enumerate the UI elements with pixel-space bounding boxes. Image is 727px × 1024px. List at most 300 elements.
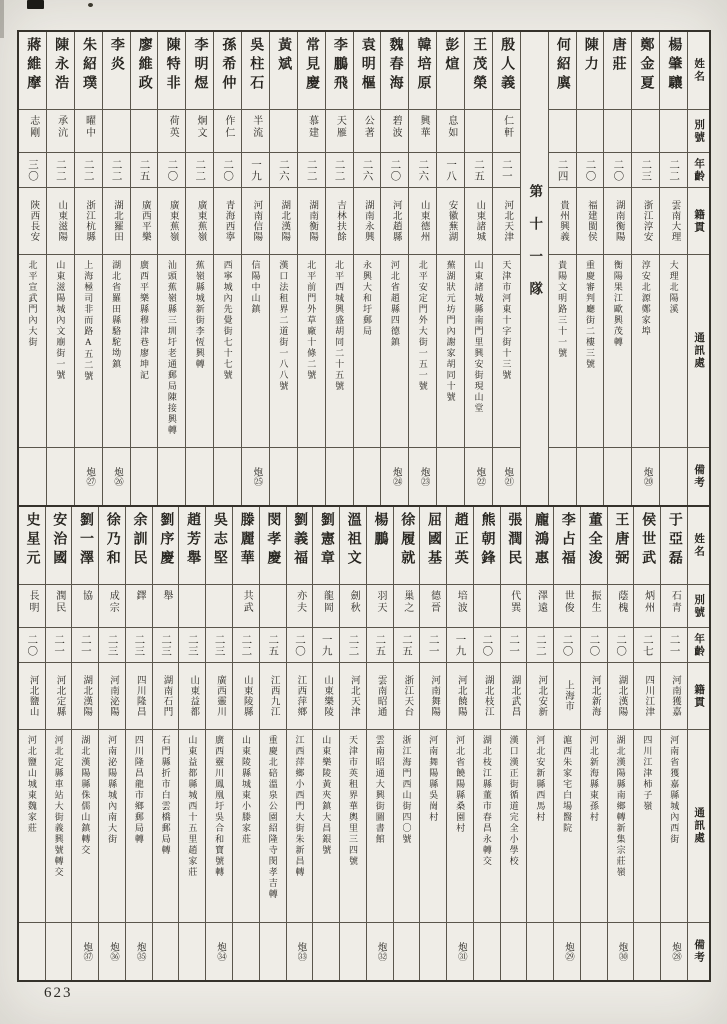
person-native-cell bbox=[206, 662, 232, 729]
person-address: 北平前門外草廠十條二號 bbox=[306, 260, 317, 381]
person-name-cell bbox=[340, 507, 366, 584]
person-address: 天津市英租界華輿里三四號 bbox=[348, 735, 358, 867]
person-alias-cell bbox=[661, 584, 687, 627]
person-age: 二六 bbox=[361, 158, 373, 182]
person-column bbox=[185, 32, 213, 505]
person-name: 董全浚 bbox=[586, 512, 602, 569]
person-name: 于亞磊 bbox=[666, 512, 682, 569]
person-column bbox=[205, 507, 232, 980]
person-native: 山東德州 bbox=[418, 200, 429, 242]
person-age-cell bbox=[99, 627, 125, 662]
person-native: 河南信陽 bbox=[251, 200, 262, 242]
person-age: 二一 bbox=[668, 633, 680, 657]
person-alias-cell bbox=[186, 109, 213, 152]
person-name: 孫希仲 bbox=[220, 37, 236, 94]
person-column bbox=[152, 507, 179, 980]
person-native: 河南泌陽 bbox=[107, 675, 118, 717]
person-remark-cell bbox=[394, 922, 420, 980]
person-age-cell bbox=[179, 627, 205, 662]
person-column bbox=[232, 507, 259, 980]
person-address-cell bbox=[604, 254, 631, 447]
person-native: 河北饒陽 bbox=[455, 675, 466, 717]
person-address-cell bbox=[608, 729, 634, 922]
person-address-cell bbox=[298, 254, 325, 447]
person-name-cell bbox=[367, 507, 393, 584]
person-alias: 蔭槐 bbox=[615, 590, 627, 614]
person-age: 二五 bbox=[473, 158, 484, 182]
person-address: 永興大和圩郵局 bbox=[362, 260, 372, 337]
person-native-cell bbox=[604, 187, 631, 254]
person-age: 二二 bbox=[54, 158, 66, 182]
person-address-cell bbox=[313, 729, 339, 922]
person-name: 楊肇驤 bbox=[666, 37, 682, 94]
person-column bbox=[130, 32, 158, 505]
person-remark-cell bbox=[260, 922, 286, 980]
person-name: 余訓民 bbox=[131, 512, 147, 569]
person-remark-cell bbox=[287, 922, 313, 980]
person-name-cell bbox=[409, 32, 436, 109]
roster-table-lower bbox=[19, 505, 709, 980]
person-alias-cell bbox=[326, 109, 353, 152]
person-remark-cell bbox=[632, 447, 659, 505]
person-name-cell bbox=[72, 507, 98, 584]
person-native: 河南舞陽 bbox=[429, 675, 440, 717]
person-age: 一九 bbox=[454, 633, 466, 657]
person-address: 山東陵縣城東小滕家莊 bbox=[240, 735, 251, 845]
person-age: 二五 bbox=[374, 633, 386, 657]
person-column bbox=[526, 507, 553, 980]
person-age: 二二 bbox=[333, 158, 345, 182]
person-remark: 炮㉞ bbox=[215, 942, 226, 961]
person-name-cell bbox=[326, 32, 353, 109]
roster-frame bbox=[17, 30, 711, 982]
person-remark-cell bbox=[153, 922, 179, 980]
person-alias-cell bbox=[260, 584, 286, 627]
person-alias: 德晉 bbox=[428, 590, 440, 614]
person-address: 湖北漢陽縣侏儒山鎮轉交 bbox=[80, 735, 91, 856]
person-alias: 承沆 bbox=[55, 115, 67, 139]
person-native-cell bbox=[179, 662, 205, 729]
person-name-cell bbox=[604, 32, 631, 109]
person-age-cell bbox=[493, 152, 520, 187]
person-address-cell bbox=[661, 729, 687, 922]
person-age: 二一 bbox=[508, 633, 520, 657]
person-column bbox=[125, 507, 152, 980]
person-alias-cell bbox=[577, 109, 604, 152]
person-alias: 亦夫 bbox=[294, 590, 306, 614]
person-age-cell bbox=[577, 152, 604, 187]
person-age-cell bbox=[581, 627, 607, 662]
scan-artifact-mark bbox=[27, 0, 44, 9]
person-address-cell bbox=[549, 254, 576, 447]
person-alias-cell bbox=[19, 109, 46, 152]
person-alias: 天雁 bbox=[334, 115, 346, 139]
person-name: 吳志堅 bbox=[211, 512, 227, 569]
person-age: 二一 bbox=[79, 633, 91, 657]
person-name: 黃斌 bbox=[276, 37, 292, 75]
person-column bbox=[576, 32, 604, 505]
person-address-cell bbox=[554, 729, 580, 922]
person-alias: 志剛 bbox=[27, 115, 39, 139]
row-header-label: 年齡 bbox=[693, 632, 705, 658]
person-name-cell bbox=[75, 32, 102, 109]
person-column bbox=[500, 507, 527, 980]
person-remark-cell bbox=[447, 922, 473, 980]
person-address: 大理北陽溪 bbox=[668, 260, 679, 315]
person-age-cell bbox=[153, 627, 179, 662]
person-native: 貴州興義 bbox=[558, 200, 568, 242]
person-remark-cell bbox=[634, 922, 660, 980]
person-age: 三〇 bbox=[27, 158, 38, 182]
person-address-cell bbox=[381, 254, 408, 447]
person-remark-cell bbox=[206, 922, 232, 980]
person-name: 李明煜 bbox=[192, 37, 208, 94]
person-name: 韓培原 bbox=[415, 37, 431, 94]
person-alias: 曜中 bbox=[83, 115, 95, 139]
person-alias-cell bbox=[501, 584, 527, 627]
person-alias: 世俊 bbox=[562, 590, 574, 614]
person-column bbox=[408, 32, 436, 505]
person-column bbox=[74, 32, 102, 505]
row-header-label: 通訊處 bbox=[693, 807, 705, 845]
person-column bbox=[19, 32, 46, 505]
person-alias-cell bbox=[632, 109, 659, 152]
person-age-cell bbox=[501, 627, 527, 662]
person-address-cell bbox=[340, 729, 366, 922]
person-remark-cell bbox=[527, 922, 553, 980]
person-native: 廣東蕉嶺 bbox=[167, 200, 178, 242]
person-alias-cell bbox=[437, 109, 464, 152]
row-header-native bbox=[688, 187, 709, 254]
person-alias: 碧波 bbox=[390, 115, 402, 139]
person-native: 山東諸城 bbox=[474, 200, 485, 242]
person-name-cell bbox=[260, 507, 286, 584]
row-header-name bbox=[688, 32, 709, 109]
person-age-cell bbox=[554, 627, 580, 662]
person-name-cell bbox=[577, 32, 604, 109]
person-age-cell bbox=[465, 152, 492, 187]
person-column bbox=[580, 507, 607, 980]
person-age: 二二 bbox=[668, 158, 680, 182]
person-name-cell bbox=[158, 32, 185, 109]
person-address: 貴陽文明路三十一號 bbox=[557, 260, 568, 359]
row-header-label: 別號 bbox=[693, 118, 705, 144]
person-native-cell bbox=[46, 662, 72, 729]
person-alias: 石青 bbox=[669, 590, 681, 614]
person-alias: 鐸 bbox=[134, 590, 146, 602]
person-native-cell bbox=[242, 187, 269, 254]
row-header-alias bbox=[688, 584, 709, 627]
person-address: 滬西朱家宅白場醫院 bbox=[562, 735, 573, 834]
person-alias-cell bbox=[75, 109, 102, 152]
person-alias-cell bbox=[608, 584, 634, 627]
person-native: 河北新海 bbox=[589, 675, 600, 717]
person-alias-cell bbox=[493, 109, 520, 152]
person-column bbox=[492, 32, 520, 505]
person-address: 漢口漢正街循道完全小學校 bbox=[508, 735, 519, 867]
person-name: 彭煊 bbox=[443, 37, 459, 75]
row-header-column bbox=[687, 32, 709, 505]
person-remark-cell bbox=[186, 447, 213, 505]
person-name-cell bbox=[19, 32, 46, 109]
person-address-cell bbox=[465, 254, 492, 447]
person-remark: 炮㉝ bbox=[295, 942, 306, 961]
person-address: 河南省獲嘉縣城內西街 bbox=[669, 735, 680, 845]
row-header-label: 備考 bbox=[693, 939, 705, 964]
person-native: 山東樂陵 bbox=[322, 675, 333, 717]
person-name: 常見慶 bbox=[303, 37, 319, 94]
person-age-cell bbox=[409, 152, 436, 187]
person-remark-cell bbox=[270, 447, 297, 505]
person-address: 重慶北碚溫泉公園紹隆寺閔孝吉轉 bbox=[267, 735, 278, 900]
person-remark-cell bbox=[409, 447, 436, 505]
person-remark-cell bbox=[179, 922, 205, 980]
person-native-cell bbox=[554, 662, 580, 729]
person-age-cell bbox=[354, 152, 381, 187]
person-native: 上海市 bbox=[562, 680, 573, 712]
person-remark-cell bbox=[99, 922, 125, 980]
person-native-cell bbox=[354, 187, 381, 254]
person-remark-cell bbox=[19, 447, 46, 505]
person-native-cell bbox=[608, 662, 634, 729]
person-name-cell bbox=[608, 507, 634, 584]
person-column bbox=[269, 32, 297, 505]
person-alias-cell bbox=[527, 584, 553, 627]
person-name: 王茂榮 bbox=[471, 37, 487, 94]
person-native: 湖北漢陽 bbox=[616, 675, 627, 717]
person-remark-cell bbox=[581, 922, 607, 980]
person-name-cell bbox=[660, 32, 687, 109]
person-name-cell bbox=[420, 507, 446, 584]
person-age-cell bbox=[126, 627, 152, 662]
person-age: 二四 bbox=[556, 158, 568, 182]
person-native-cell bbox=[549, 187, 576, 254]
person-address-cell bbox=[437, 254, 464, 447]
person-native-cell bbox=[313, 662, 339, 729]
person-alias-cell bbox=[381, 109, 408, 152]
row-header-age bbox=[688, 152, 709, 187]
person-name: 徐履就 bbox=[399, 512, 415, 569]
person-alias-cell bbox=[47, 109, 74, 152]
person-remark: 炮㉜ bbox=[375, 942, 386, 961]
person-address-cell bbox=[214, 254, 241, 447]
person-remark-cell bbox=[233, 922, 259, 980]
person-age: 一九 bbox=[250, 158, 261, 182]
person-native: 湖北漢陽 bbox=[81, 675, 92, 717]
person-name-cell bbox=[549, 32, 576, 109]
person-alias: 龍岡 bbox=[321, 590, 333, 614]
person-name: 劉義福 bbox=[292, 512, 308, 569]
person-native-cell bbox=[270, 187, 297, 254]
person-alias-cell bbox=[270, 109, 297, 152]
person-address-cell bbox=[47, 254, 74, 447]
person-remark-cell bbox=[608, 922, 634, 980]
person-alias: 潤民 bbox=[53, 590, 65, 614]
person-name: 李占福 bbox=[559, 512, 575, 569]
person-address: 信陽中山鎮 bbox=[250, 260, 261, 315]
person-native-cell bbox=[103, 187, 130, 254]
person-name-cell bbox=[381, 32, 408, 109]
person-native: 湖南石門 bbox=[161, 675, 172, 717]
person-native-cell bbox=[186, 187, 213, 254]
person-name-cell bbox=[179, 507, 205, 584]
person-alias: 半流 bbox=[250, 115, 262, 139]
person-alias-cell bbox=[367, 584, 393, 627]
person-native: 湖北枝江 bbox=[482, 675, 493, 717]
scan-edge-shadow bbox=[0, 0, 4, 38]
person-alias: 興華 bbox=[417, 115, 429, 139]
person-remark-cell bbox=[604, 447, 631, 505]
person-name-cell bbox=[465, 32, 492, 109]
person-remark-cell bbox=[474, 922, 500, 980]
person-age: 二〇 bbox=[481, 633, 493, 657]
person-name-cell bbox=[270, 32, 297, 109]
person-native: 安徽蕪湖 bbox=[446, 200, 457, 242]
person-address: 北平宣武門內大街 bbox=[27, 260, 38, 348]
person-age-cell bbox=[661, 627, 687, 662]
person-name: 劉序慶 bbox=[158, 512, 174, 569]
person-address-cell bbox=[131, 254, 158, 447]
person-alias-cell bbox=[287, 584, 313, 627]
person-address: 蕉嶺縣城新街李恆興轉 bbox=[194, 260, 205, 370]
person-column bbox=[446, 507, 473, 980]
person-alias: 共武 bbox=[241, 590, 253, 614]
person-name-cell bbox=[46, 507, 72, 584]
person-column bbox=[178, 507, 205, 980]
person-native: 江西萍鄉 bbox=[295, 675, 306, 717]
person-alias: 炳州 bbox=[642, 590, 654, 614]
person-native-cell bbox=[577, 187, 604, 254]
person-column bbox=[286, 507, 313, 980]
person-age-cell bbox=[206, 627, 232, 662]
person-native-cell bbox=[153, 662, 179, 729]
person-address: 浙江海門西山街四〇號 bbox=[401, 735, 412, 845]
person-age: 二五 bbox=[267, 633, 279, 657]
person-name-cell bbox=[131, 32, 158, 109]
person-alias: 荷英 bbox=[167, 115, 179, 139]
person-name: 熊朝鋒 bbox=[479, 512, 495, 569]
person-native: 江西九江 bbox=[268, 675, 279, 717]
person-address-cell bbox=[179, 729, 205, 922]
person-native-cell bbox=[474, 662, 500, 729]
person-age-cell bbox=[72, 627, 98, 662]
person-alias-cell bbox=[131, 109, 158, 152]
person-native-cell bbox=[394, 662, 420, 729]
person-name-cell bbox=[242, 32, 269, 109]
person-remark-cell bbox=[72, 922, 98, 980]
person-alias-cell bbox=[126, 584, 152, 627]
row-header-label: 年齡 bbox=[693, 157, 705, 183]
person-column bbox=[325, 32, 353, 505]
person-remark-cell bbox=[660, 447, 687, 505]
person-name-cell bbox=[437, 32, 464, 109]
person-name: 鄭金夏 bbox=[638, 37, 654, 94]
person-address-cell bbox=[527, 729, 553, 922]
person-name: 陳永浩 bbox=[53, 37, 69, 94]
person-remark: 炮㉓ bbox=[418, 467, 429, 486]
person-age: 二五 bbox=[401, 633, 413, 657]
person-alias: 炯文 bbox=[194, 115, 206, 139]
person-address-cell bbox=[632, 254, 659, 447]
person-native: 吉林扶餘 bbox=[335, 200, 345, 242]
person-address-cell bbox=[581, 729, 607, 922]
person-name: 屈國基 bbox=[425, 512, 441, 569]
row-header-label: 通訊處 bbox=[693, 332, 705, 370]
person-remark-cell bbox=[381, 447, 408, 505]
person-name: 滕麗華 bbox=[238, 512, 254, 569]
person-alias-cell bbox=[420, 584, 446, 627]
person-name-cell bbox=[19, 507, 45, 584]
person-age: 二三 bbox=[133, 633, 145, 657]
row-header-label: 姓名 bbox=[693, 533, 705, 558]
person-address: 河北安新縣西馬村 bbox=[535, 735, 546, 823]
person-age-cell bbox=[660, 152, 687, 187]
person-age: 二六 bbox=[277, 158, 289, 182]
person-age: 二〇 bbox=[222, 158, 234, 182]
person-native-cell bbox=[581, 662, 607, 729]
person-native: 青海西寧 bbox=[223, 200, 234, 242]
person-address-cell bbox=[447, 729, 473, 922]
person-age-cell bbox=[437, 152, 464, 187]
person-name-cell bbox=[313, 507, 339, 584]
person-name-cell bbox=[581, 507, 607, 584]
person-native: 河北定縣 bbox=[54, 675, 65, 717]
person-native-cell bbox=[501, 662, 527, 729]
person-address-cell bbox=[501, 729, 527, 922]
row-header-age bbox=[688, 627, 709, 662]
person-name: 陳力 bbox=[582, 37, 598, 75]
person-age: 二〇 bbox=[166, 158, 178, 182]
person-address-cell bbox=[19, 254, 46, 447]
person-address: 石門縣折市白雲橋郵局轉 bbox=[160, 735, 171, 856]
person-native: 陝西長安 bbox=[28, 200, 39, 242]
person-column bbox=[241, 32, 269, 505]
person-age-cell bbox=[75, 152, 102, 187]
person-name-cell bbox=[99, 507, 125, 584]
person-address-cell bbox=[126, 729, 152, 922]
person-native-cell bbox=[47, 187, 74, 254]
person-name-cell bbox=[447, 507, 473, 584]
person-name: 趙芳舉 bbox=[185, 512, 201, 569]
person-address: 山東滋陽城內文廟街一號 bbox=[55, 260, 66, 381]
person-remark: 炮㊲ bbox=[81, 942, 92, 961]
person-remark-cell bbox=[554, 922, 580, 980]
row-header-label: 籍貫 bbox=[693, 208, 705, 234]
person-age: 二〇 bbox=[26, 633, 38, 657]
person-remark-cell bbox=[47, 447, 74, 505]
row-header-native bbox=[688, 662, 709, 729]
person-native-cell bbox=[632, 187, 659, 254]
person-alias: 作仁 bbox=[222, 115, 234, 139]
person-age: 二五 bbox=[138, 158, 150, 182]
roster-table-upper bbox=[19, 32, 709, 505]
person-address: 蕪湖狀元坊門內謝家胡同十號 bbox=[445, 260, 456, 403]
person-address: 重慶審判廳街二樓三號 bbox=[585, 260, 595, 370]
person-alias: 公著 bbox=[362, 115, 374, 139]
person-column bbox=[436, 32, 464, 505]
person-name: 劉一澤 bbox=[78, 512, 94, 569]
person-remark-cell bbox=[298, 447, 325, 505]
person-column bbox=[102, 32, 130, 505]
person-alias-cell bbox=[354, 109, 381, 152]
person-address-cell bbox=[19, 729, 45, 922]
person-name: 楊鵬 bbox=[372, 512, 388, 550]
person-native-cell bbox=[131, 187, 158, 254]
person-column bbox=[464, 32, 492, 505]
person-address-cell bbox=[233, 729, 259, 922]
person-alias-cell bbox=[214, 109, 241, 152]
person-name: 殷人義 bbox=[499, 37, 515, 94]
